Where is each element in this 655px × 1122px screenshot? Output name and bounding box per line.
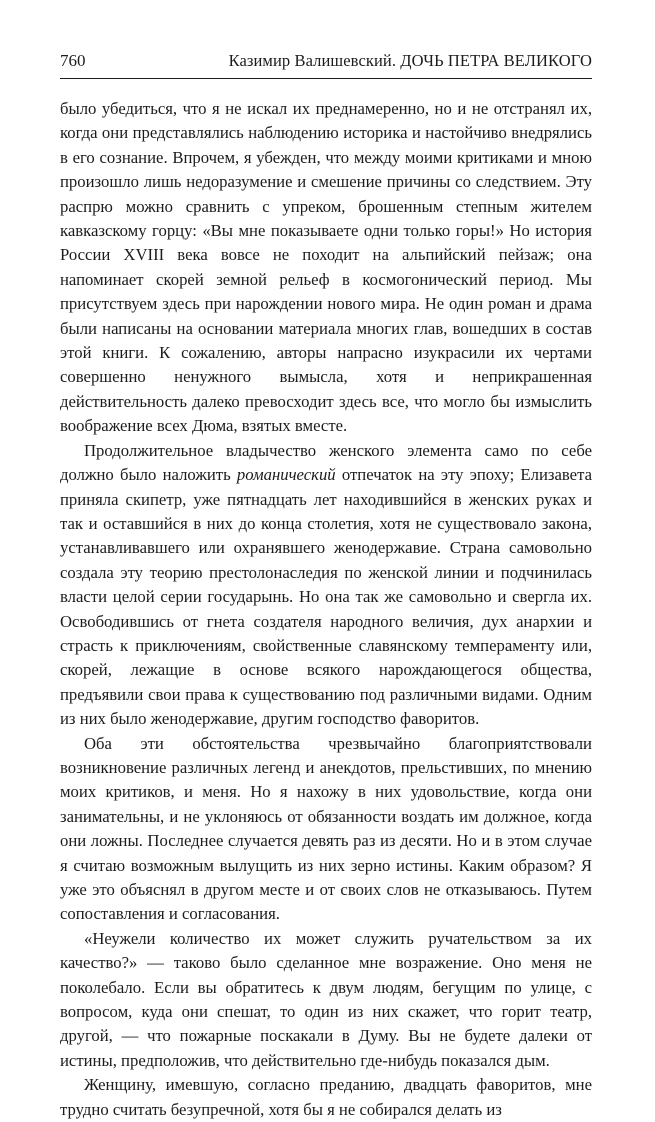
paragraph-2 (60, 439, 592, 732)
paragraph-2-emphasis: романический (236, 465, 336, 485)
paragraph-1 (60, 97, 592, 439)
paragraph-4-text: «Неужели количество их может служить ручательством за их качество?» — таково было сделанное мне возражение. Оно меня не поколебало. Если вы обратитесь к двум людям, бегущим по улице, с вопросом, куда они спешат, то один из них скажет, что горит театр, другой, — что пожарные поскакали в Думу. Вы не будете далеки от истины, предположив, что действительно где-нибудь показался дым. (60, 928, 592, 1070)
paragraph-4 (60, 927, 592, 1073)
book-page (60, 50, 592, 1122)
running-head: Казимир Валишевский. ДОЧЬ ПЕТРА ВЕЛИКОГО (228, 51, 592, 70)
paragraph-2-text-b: отпечаток на эту эпоху; Елизавета приняла скипетр, уже пятнадцать лет находившийся в женских руках и так и оставшийся в них до конца столетия, хотя не существовало закона, устанавливавшего или охранявшего женодержавие. Страна самовольно создала эту теорию престолонаследия по женской линии и подчинилась власти целой серии государынь. Но она так же самовольно и свергла их. Освободившись от гнета создателя народного величия, дух анархии и страсть к приключениям, свойственные славянскому темпераменту или, скорей, лежащие в основе всякого нарождающегося общества, предъявили свои права к существованию под различными видами. Одним из них было женодержавие, другим господство фаворитов. (60, 465, 592, 729)
paragraph-5-text: Женщину, имевшую, согласно преданию, двадцать фаворитов, мне трудно считать безупречной, хотя бы я не собирался делать из (60, 1075, 592, 1119)
paragraph-2-text-a: Продолжительное владычество женского элемента само по себе должно было наложить (60, 440, 592, 485)
page-number: 760 (60, 51, 86, 70)
paragraph-1-text: было убедиться, что я не искал их преднамеренно, но и не отстранял их, когда они представлялись наблюдению историка и настойчиво внедрялись в его сознание. Впрочем, я убежден, что между моими критиками и мною произошло лишь недоразумение и смешение причины со следствием. Эту распрю можно сравнить с упреком, брошенным степным жителем кавказскому горцу: «Вы мне показываете одни только горы!» Но история России XVIII века вовсе не походит на альпийский пейзаж; она напоминает скорей земной рельеф в космогонический период. Мы присутствуем здесь при нарождении нового мира. Не один роман и драма были написаны на основании материала многих глав, вошедших в состав этой книги. К сожалению, авторы напрасно изукрасили их чертами совершенно ненужного вымысла, хотя и неприкрашенная действительность далеко превосходит здесь все, что могло бы измыслить воображение всех Дюма, взятых вместе. (60, 99, 592, 436)
body-text (60, 97, 592, 1122)
paragraph-3 (60, 732, 592, 927)
page-header (60, 50, 592, 79)
paragraph-5 (60, 1073, 592, 1122)
paragraph-3-text: Оба эти обстоятельства чрезвычайно благоприятствовали возникновение различных легенд и анекдотов, прельстивших, по мнению моих критиков, и меня. Но я нахожу в них удовольствие, когда они занимательны, и не уклоняюсь от обязанности воздать им должное, когда они ложны. Последнее случается девять раз из десяти. Но и в этом случае я считаю возможным вылущить из них зерно истины. Каким образом? Я уже это объяснял в другом месте и от своих слов не отказываюсь. Путем сопоставления и согласования. (60, 733, 592, 924)
